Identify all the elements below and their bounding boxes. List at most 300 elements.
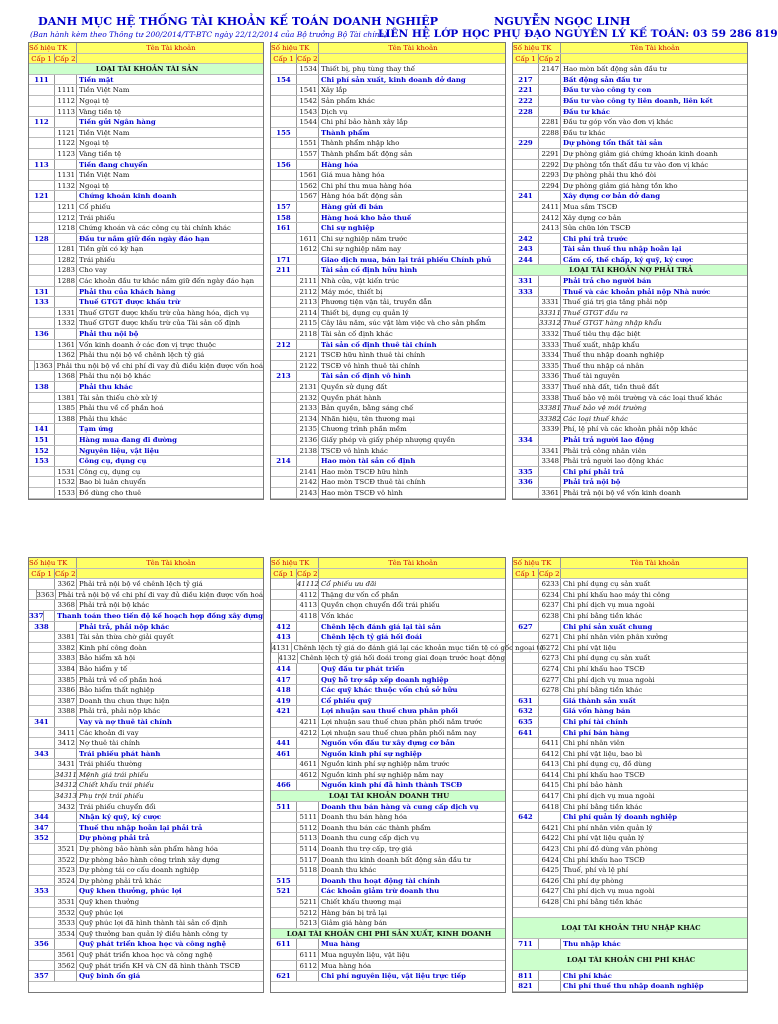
account-level-2-code (539, 717, 561, 727)
page-subtitle: (Ban hành kèm theo Thông tư 200/2014/TT-BTC ngày 22/12/2014 của Bộ trưởng Bộ Tài chính) (30, 30, 388, 39)
account-name: Dự phòng tổn thất đầu tư vào đơn vị khác (563, 160, 709, 169)
account-row (513, 318, 747, 329)
account-row (271, 128, 505, 139)
account-name: TSCĐ vô hình thuê tài chính (321, 361, 420, 370)
account-row (271, 908, 505, 919)
account-level-2-code: 4212 (297, 728, 319, 738)
header-account-name: Tên Tài khoản (146, 559, 196, 567)
account-name: Ngoại tệ (79, 139, 109, 148)
account-level-1-code: 131 (29, 287, 55, 297)
account-level-2-code (55, 329, 77, 339)
account-level-1-code (513, 791, 539, 801)
account-name: Tài sản cố định khác (321, 330, 393, 339)
account-row (271, 611, 505, 622)
account-level-1-code (513, 865, 539, 875)
account-level-2-code: 2113 (297, 297, 319, 307)
account-row (271, 446, 505, 457)
account-row (513, 664, 747, 675)
account-level-1-code (513, 160, 539, 170)
account-level-1-code (29, 350, 55, 360)
account-level-2-code (297, 456, 319, 466)
account-name: Phải thu về cổ phần hoá (79, 404, 164, 413)
account-row (513, 181, 747, 192)
account-name: Chênh lệch tỷ giá hối đoái (321, 633, 422, 642)
account-row (513, 213, 747, 224)
account-level-1-code: 352 (29, 833, 55, 843)
account-name: Mệnh giá trái phiếu (79, 770, 149, 779)
header-blank (319, 54, 505, 64)
account-name: Dự phòng bảo hành sản phẩm hàng hóa (79, 845, 219, 854)
account-row (513, 138, 747, 149)
account-row (513, 477, 747, 488)
account-level-2-code (297, 622, 319, 632)
account-row (513, 791, 747, 802)
account-name: Quyền sử dụng đất (321, 383, 388, 391)
account-level-2-code (297, 738, 319, 748)
account-name: Lợi nhuận sau thuế chưa phân phối năm trước (321, 717, 483, 726)
account-row (271, 950, 505, 961)
account-name: Đầu tư nắm giữ đến ngày đáo hạn (79, 234, 210, 243)
account-level-1-code: 222 (513, 96, 539, 106)
account-level-2-code: 3362 (55, 579, 77, 589)
account-row (513, 643, 747, 654)
account-name: Dự phòng phải trả khác (79, 876, 162, 885)
account-row (271, 308, 505, 319)
account-level-1-code (29, 223, 55, 233)
account-name: Bảo hiểm xã hội (79, 654, 136, 663)
account-level-2-code: 3386 (55, 685, 77, 695)
table-subheader-row (513, 569, 747, 580)
account-level-2-code: 5213 (297, 918, 319, 928)
account-level-1-code: 356 (29, 939, 55, 949)
account-level-1-code (513, 170, 539, 180)
account-name: Chứng khoán kinh doanh (79, 192, 177, 201)
account-level-2-code (297, 340, 319, 350)
account-level-1-code: 242 (513, 234, 539, 244)
account-level-1-code: 521 (271, 886, 297, 896)
account-level-2-code (539, 138, 561, 148)
account-row (271, 855, 505, 866)
account-level-1-code (513, 643, 539, 653)
account-name: Lợi nhuận sau thuế chưa phân phối (321, 707, 458, 716)
account-level-2-code: 1132 (55, 181, 77, 191)
account-name: Dự phòng tái cơ cấu doanh nghiệp (79, 866, 200, 875)
account-level-1-code (29, 653, 55, 663)
account-name: Phải trả cho người bán (563, 277, 652, 286)
account-level-2-code: 6237 (539, 600, 561, 610)
account-level-2-code: 6111 (297, 950, 319, 960)
account-row (271, 897, 505, 908)
account-level-1-code (29, 600, 55, 610)
account-level-2-code: 1544 (297, 117, 319, 127)
account-level-2-code: 2288 (539, 128, 561, 138)
account-row (271, 255, 505, 266)
account-level-2-code: 33382 (539, 414, 561, 423)
account-level-2-code (55, 886, 77, 896)
account-level-2-code: 33312 (539, 319, 561, 328)
account-level-2-code: 3388 (55, 706, 77, 716)
account-row (271, 85, 505, 96)
account-name: Thuế và các khoản phải nộp Nhà nước (563, 287, 711, 296)
account-name: Phải thu khác (79, 414, 127, 423)
account-level-2-code (297, 75, 319, 85)
account-name: Trái phiếu thường (79, 760, 142, 769)
account-name: Thuế GTGT được khấu trừ của Tài sản cố định (79, 319, 241, 328)
account-name: Phải trả nội bộ (563, 478, 621, 487)
account-level-1-code (271, 308, 297, 318)
account-level-2-code: 1122 (55, 138, 77, 148)
account-name: Thuế, phí và lệ phí (563, 866, 629, 875)
account-level-2-code: 3431 (55, 759, 77, 769)
account-level-1-code: 153 (29, 456, 55, 466)
account-level-2-code: 5117 (297, 855, 319, 865)
account-level-2-code: 4113 (297, 600, 319, 610)
account-level-2-code (539, 85, 561, 95)
account-level-2-code: 2143 (297, 488, 319, 498)
account-row (513, 276, 747, 287)
account-name: Hàng bán bị trả lại (321, 908, 387, 917)
account-row (513, 382, 747, 393)
account-level-1-code (271, 414, 297, 424)
section-header-row (513, 950, 747, 971)
account-name: Các quỹ khác thuộc vốn chủ sở hữu (321, 686, 458, 695)
account-row (513, 579, 747, 590)
account-level-2-code: 6428 (539, 897, 561, 907)
account-level-2-code: 1331 (55, 308, 77, 318)
account-name: Doanh thu chưa thực hiện (79, 696, 170, 705)
account-name: Trái phiếu (79, 255, 116, 264)
account-level-1-code: 515 (271, 876, 297, 886)
account-level-1-code (513, 770, 539, 780)
account-name: Chi sự nghiệp năm trước (321, 234, 408, 243)
account-level-2-code: 6427 (539, 886, 561, 896)
account-row (29, 918, 263, 929)
account-name: Lợi nhuận sau thuế chưa phân phối năm nay (321, 728, 477, 737)
account-row (271, 844, 505, 855)
header-account-number: Số hiệu TK (513, 558, 561, 568)
account-level-2-code: 2413 (539, 223, 561, 233)
account-row (271, 435, 505, 446)
account-row (271, 287, 505, 298)
account-name: Phải trả, phải nộp khác (79, 707, 161, 716)
account-level-1-code (29, 675, 55, 685)
account-level-2-code (55, 75, 77, 85)
account-level-1-code (271, 600, 297, 610)
account-row (29, 160, 263, 171)
account-row (271, 414, 505, 425)
account-name: Chương trình phần mềm (321, 425, 407, 434)
account-table-block-2 (28, 557, 748, 993)
account-level-1-code (29, 265, 55, 275)
account-name: Chi phí sản xuất chung (563, 622, 653, 631)
account-level-2-code (539, 706, 561, 716)
account-level-1-code (271, 149, 297, 159)
account-name: Thuế GTGT được khấu trừ (79, 298, 180, 307)
account-level-1-code (29, 96, 55, 106)
account-row (29, 728, 263, 739)
account-level-1-code (271, 170, 297, 180)
account-name: Nợ thuê tài chính (79, 739, 140, 748)
account-level-1-code: 155 (271, 128, 297, 138)
account-row (29, 340, 263, 351)
header-account-name: Tên Tài khoản (388, 559, 438, 567)
account-name: Chi phí trả trước (563, 234, 628, 243)
account-level-2-code: 1531 (55, 467, 77, 477)
account-level-2-code (539, 971, 561, 981)
account-level-2-code: 6273 (539, 653, 561, 663)
account-name: Hao mòn bất động sản đầu tư (563, 65, 667, 74)
account-row (513, 488, 747, 499)
account-row (29, 213, 263, 224)
account-name: Cho vay (79, 266, 107, 275)
account-level-1-code (29, 865, 55, 875)
account-name: Thuế bảo vệ môi trường (563, 404, 647, 413)
account-level-1-code: 337 (29, 611, 44, 620)
account-name: Thuế GTGT hàng nhập khẩu (563, 319, 662, 328)
account-row (29, 318, 263, 329)
table-subheader-row (271, 54, 505, 65)
account-name: Hàng hóa (321, 160, 359, 169)
account-level-1-code: 213 (271, 371, 297, 381)
account-name: Phải trả nội bộ về chênh lệch tỷ giá (79, 580, 203, 589)
account-row (513, 590, 747, 601)
account-row (29, 823, 263, 834)
account-row (29, 886, 263, 897)
account-row (513, 897, 747, 908)
account-level-1-code (513, 590, 539, 600)
account-row (29, 865, 263, 876)
section-title: LOẠI TÀI KHOẢN CHI PHÍ KHÁC (566, 955, 696, 964)
account-row (29, 897, 263, 908)
account-level-1-code: 357 (29, 971, 55, 981)
account-level-2-code (55, 939, 77, 949)
account-name: Doanh thu khác (321, 866, 377, 875)
header-blank (77, 569, 263, 579)
header-account-number: Số hiệu TK (29, 558, 77, 568)
account-row (271, 265, 505, 276)
account-row (513, 361, 747, 372)
account-row (271, 488, 505, 499)
account-level-1-code (513, 685, 539, 695)
account-name: Dự phòng giảm giá chứng khoán kinh doanh (563, 149, 718, 158)
account-level-2-code: 6233 (539, 579, 561, 589)
account-level-1-code: 217 (513, 75, 539, 85)
account-name: Thuế nhà đất, tiền thuê đất (563, 383, 660, 391)
account-level-2-code: 3561 (55, 950, 77, 960)
account-row (29, 876, 263, 887)
account-level-1-code (29, 477, 55, 487)
account-level-2-code (55, 812, 77, 822)
account-row (513, 403, 747, 414)
account-level-2-code: 2114 (297, 308, 319, 318)
account-level-2-code: 2291 (539, 149, 561, 159)
account-level-2-code (539, 287, 561, 297)
account-name: Chi phí bằng tiền khác (563, 611, 643, 620)
account-row (271, 329, 505, 340)
account-level-1-code (513, 414, 539, 424)
account-level-1-code (513, 876, 539, 886)
account-name: Chi phí bằng tiền khác (563, 802, 643, 811)
account-name: Hàng gửi đi bán (321, 202, 384, 211)
account-level-1-code (513, 361, 539, 371)
account-row (29, 622, 263, 633)
account-name: Tài sản cố định vô hình (321, 372, 411, 381)
account-level-2-code: 1111 (55, 85, 77, 95)
account-name: Mua nguyên liệu, vật liệu (321, 950, 410, 959)
account-level-1-code: 334 (513, 435, 539, 445)
account-name: Doanh thu hoạt động tài chính (321, 876, 440, 885)
account-level-2-code: 6412 (539, 749, 561, 759)
account-row (513, 308, 747, 319)
account-level-2-code: 6272 (539, 643, 561, 653)
account-level-1-code (271, 477, 297, 487)
account-level-1-code: 821 (513, 981, 539, 991)
account-row (513, 340, 747, 351)
account-row (271, 759, 505, 770)
account-row (29, 759, 263, 770)
account-name: Chi phí bảo hành (563, 781, 623, 790)
account-row (513, 611, 747, 622)
account-level-2-code (539, 435, 561, 445)
account-level-2-code: 3531 (55, 897, 77, 907)
account-level-1-code (513, 371, 539, 381)
account-name: Mua sắm TSCĐ (563, 202, 618, 211)
account-level-2-code: 3368 (55, 600, 77, 610)
account-row (29, 467, 263, 478)
account-level-1-code: 414 (271, 664, 297, 674)
account-name: Giấy phép và giấy phép nhượng quyền (321, 435, 456, 444)
account-name: Chi phí nhân viên quản lý (563, 823, 653, 832)
account-name: Cây lâu năm, súc vật làm việc và cho sản phẩm (321, 319, 486, 328)
account-name: Vốn khác (321, 611, 354, 620)
account-level-2-code (297, 802, 319, 812)
account-name: Quỹ phúc lợi (79, 908, 124, 917)
account-level-2-code: 5112 (297, 823, 319, 833)
account-level-1-code (513, 213, 539, 223)
account-level-1-code (513, 456, 539, 466)
account-name: Quỹ phát triển KH và CN đã hình thành TSCĐ (79, 961, 241, 970)
account-name: Thuế giá trị gia tăng phải nộp (563, 298, 668, 307)
account-row (29, 371, 263, 382)
account-name: Thuế thu nhập doanh nghiệp (563, 351, 665, 360)
account-level-1-code (513, 886, 539, 896)
account-level-2-code: 1282 (55, 255, 77, 265)
account-level-2-code (55, 435, 77, 445)
account-level-1-code (29, 855, 55, 865)
account-name: Thành phẩm (321, 128, 370, 137)
account-row (29, 96, 263, 107)
account-row (29, 908, 263, 919)
account-name: Cầm cố, thế chấp, ký quỹ, ký cược (563, 255, 694, 264)
account-row (513, 85, 747, 96)
account-name: Chi phí dụng cụ sản xuất (563, 580, 651, 589)
account-level-2-code: 1121 (55, 128, 77, 138)
account-name: Dự phòng phải thu khó đòi (563, 171, 657, 180)
account-level-2-code: 1551 (297, 138, 319, 148)
account-name: Chi phí đồ dùng văn phòng (563, 845, 658, 854)
account-name: Ngoại tệ (79, 181, 109, 190)
account-level-1-code (271, 181, 297, 191)
account-row (513, 759, 747, 770)
account-name: Nguồn kinh phí sự nghiệp (321, 749, 422, 758)
account-level-2-code: 1612 (297, 244, 319, 254)
account-level-1-code (29, 664, 55, 674)
account-level-2-code (55, 446, 77, 456)
account-level-2-code (55, 424, 77, 434)
account-row (29, 128, 263, 139)
account-level-1-code (29, 918, 55, 928)
account-level-2-code: 4611 (297, 759, 319, 769)
account-level-2-code: 1611 (297, 234, 319, 244)
account-level-2-code (55, 971, 77, 981)
account-name: Giá vốn hàng bán (563, 707, 631, 716)
account-name: Dịch vụ (321, 107, 348, 116)
account-name: Tiền Việt Nam (79, 171, 130, 180)
account-name: Nguồn kinh phí sự nghiệp năm trước (321, 760, 450, 769)
account-name: Chi phí tài chính (563, 717, 628, 726)
account-level-2-code (297, 223, 319, 233)
account-row (271, 696, 505, 707)
account-level-2-code: 2118 (297, 329, 319, 339)
account-level-2-code (297, 160, 319, 170)
account-level-1-code: 335 (513, 467, 539, 477)
account-row (29, 75, 263, 86)
account-row (271, 456, 505, 467)
account-name: Các khoản đầu tư khác nắm giữ đến ngày đáo hạn (79, 277, 255, 286)
account-level-1-code (513, 446, 539, 456)
account-level-1-code (29, 706, 55, 716)
account-level-2-code: 3361 (539, 488, 561, 498)
account-level-2-code: 3332 (539, 329, 561, 339)
account-level-1-code (271, 823, 297, 833)
account-level-2-code (539, 75, 561, 85)
account-name: Phải thu nội bộ (79, 330, 139, 339)
account-level-2-code: 2293 (539, 170, 561, 180)
account-name: Kinh phí công đoàn (79, 643, 147, 652)
account-column-2 (270, 42, 506, 500)
account-name: Thu nhập khác (563, 940, 621, 949)
account-name: Chi phí dịch vụ mua ngoài (563, 792, 655, 801)
account-level-1-code: 136 (29, 329, 55, 339)
account-row (29, 234, 263, 245)
account-level-1-code: 641 (513, 728, 539, 738)
account-level-1-code (513, 844, 539, 854)
account-level-2-code: 2281 (539, 117, 561, 127)
account-level-2-code: 2411 (539, 202, 561, 212)
account-level-2-code (297, 255, 319, 265)
account-row (271, 749, 505, 760)
account-name: Phải thu của khách hàng (79, 287, 176, 296)
account-level-1-code (513, 128, 539, 138)
account-level-1-code (29, 213, 55, 223)
account-name: Phải trả người lao động (563, 435, 655, 444)
account-level-1-code (513, 675, 539, 685)
account-level-1-code (29, 170, 55, 180)
account-level-2-code (55, 191, 77, 201)
account-name: Sửa chữa lớn TSCĐ (563, 224, 631, 233)
account-row (513, 107, 747, 118)
account-level-2-code: 1113 (55, 107, 77, 117)
account-name: Thanh toán theo tiến độ kế hoạch hợp đồng xây dựng (57, 611, 263, 620)
account-level-1-code (513, 749, 539, 759)
account-row (29, 456, 263, 467)
account-level-1-code (271, 446, 297, 456)
account-name: Công cụ, dụng cụ (79, 457, 147, 466)
account-level-2-code: 2412 (539, 213, 561, 223)
account-level-2-code: 34312 (55, 781, 77, 790)
account-level-1-code (29, 961, 55, 971)
account-row (29, 191, 263, 202)
